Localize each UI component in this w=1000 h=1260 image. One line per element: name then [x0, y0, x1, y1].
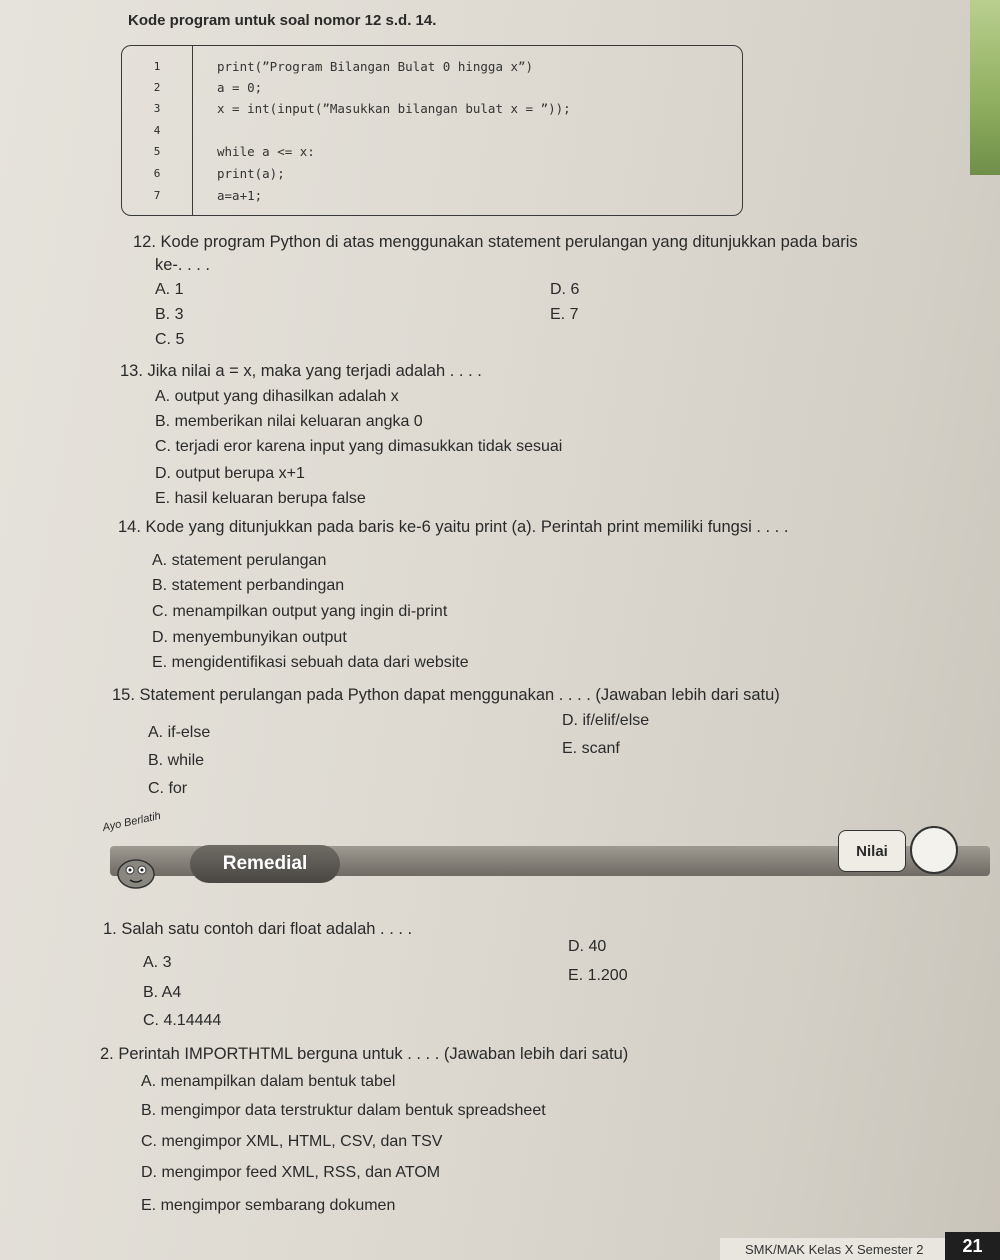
q12-option-d: D. 6	[550, 281, 580, 298]
page-corner-decoration	[970, 0, 1000, 175]
line-number: 5	[153, 145, 161, 158]
q14-option-e: E. mengidentifikasi sebuah data dari website	[152, 654, 469, 671]
r2-option-e: E. mengimpor sembarang dokumen	[141, 1197, 396, 1214]
question-15: 15. Statement perulangan pada Python dapat menggunakan . . . . (Jawaban lebih dari satu)	[112, 686, 780, 704]
r1-option-d: D. 40	[568, 938, 607, 955]
remedial-question-2: 2. Perintah IMPORTHTML berguna untuk . . . . (Jawaban lebih dari satu)	[100, 1045, 629, 1063]
question-14: 14. Kode yang ditunjukkan pada baris ke-6 yaitu print (a). Perintah print memiliki fungsi . . . .	[118, 518, 789, 536]
code-line: print(”Program Bilangan Bulat 0 hingga x”)	[217, 59, 534, 74]
question-12-cont: ke-. . . .	[155, 256, 211, 274]
page-number: 21	[945, 1232, 1000, 1260]
ayo-berlatih-badge: Ayo Berlatih	[101, 809, 162, 834]
r2-option-c: C. mengimpor XML, HTML, CSV, dan TSV	[141, 1133, 443, 1150]
r1-option-e: E. 1.200	[568, 967, 628, 984]
q13-option-d: D. output berupa x+1	[155, 465, 305, 482]
r2-option-b: B. mengimpor data terstruktur dalam bentuk spreadsheet	[141, 1102, 546, 1119]
q15-option-c: C. for	[148, 780, 188, 797]
q15-option-e: E. scanf	[562, 740, 620, 757]
code-listing	[121, 45, 743, 216]
q13-option-b: B. memberikan nilai keluaran angka 0	[155, 413, 423, 430]
footer-text: SMK/MAK Kelas X Semester 2	[745, 1242, 924, 1257]
q12-option-b: B. 3	[155, 306, 184, 323]
nilai-label: Nilai	[838, 830, 906, 872]
q15-option-d: D. if/elif/else	[562, 712, 650, 729]
q14-option-c: C. menampilkan output yang ingin di-print	[152, 603, 448, 620]
code-line: x = int(input(”Masukkan bilangan bulat x = ”));	[217, 101, 571, 116]
q14-option-b: B. statement perbandingan	[152, 577, 345, 594]
q15-option-b: B. while	[148, 752, 205, 769]
q13-option-c: C. terjadi eror karena input yang dimasukkan tidak sesuai	[155, 438, 563, 455]
line-number: 3	[153, 102, 161, 115]
question-13: 13. Jika nilai a = x, maka yang terjadi adalah . . . .	[120, 362, 482, 380]
line-number: 1	[153, 60, 161, 73]
mascot-icon	[108, 840, 178, 890]
q12-option-c: C. 5	[155, 331, 185, 348]
remedial-title: Remedial	[190, 845, 340, 883]
r1-option-b: B. A4	[143, 984, 182, 1001]
q15-option-a: A. if-else	[148, 724, 211, 741]
r1-option-a: A. 3	[143, 954, 172, 971]
r2-option-d: D. mengimpor feed XML, RSS, dan ATOM	[141, 1164, 441, 1181]
line-number: 7	[153, 189, 161, 202]
r1-option-c: C. 4.14444	[143, 1012, 222, 1029]
code-line: print(a);	[217, 166, 285, 181]
code-line: while a <= x:	[217, 144, 315, 159]
remedial-question-1: 1. Salah satu contoh dari float adalah . . . .	[103, 920, 413, 938]
q12-option-e: E. 7	[550, 306, 579, 323]
q14-option-a: A. statement perulangan	[152, 552, 327, 569]
question-12: 12. Kode program Python di atas menggunakan statement perulangan yang ditunjukkan pada baris	[133, 233, 858, 251]
line-number: 4	[153, 124, 161, 137]
r2-option-a: A. menampilkan dalam bentuk tabel	[141, 1073, 396, 1090]
code-heading: Kode program untuk soal nomor 12 s.d. 14.	[128, 12, 437, 29]
code-divider	[192, 46, 193, 215]
line-number: 6	[153, 167, 161, 180]
nilai-score-circle	[910, 826, 958, 874]
q13-option-e: E. hasil keluaran berupa false	[155, 490, 366, 507]
code-line: a = 0;	[217, 80, 263, 95]
line-number: 2	[153, 81, 161, 94]
q12-option-a: A. 1	[155, 281, 184, 298]
q13-option-a: A. output yang dihasilkan adalah x	[155, 388, 399, 405]
code-line: a=a+1;	[217, 188, 263, 203]
q14-option-d: D. menyembunyikan output	[152, 629, 347, 646]
